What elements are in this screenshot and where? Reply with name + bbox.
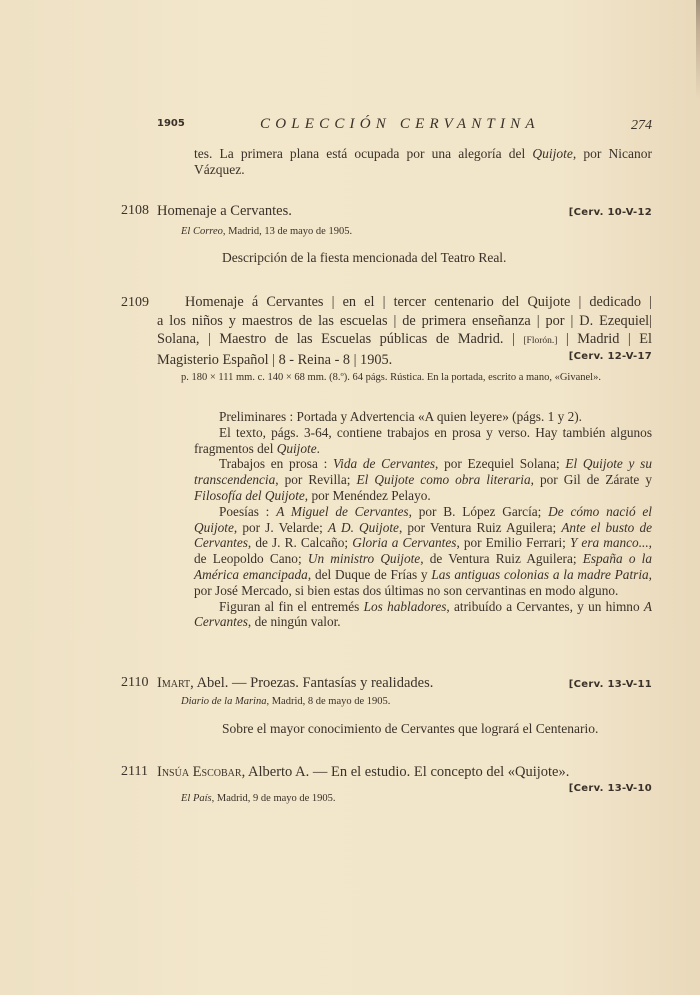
entry-title: Homenaje a Cervantes. [157,203,292,219]
entry-note: Descripción de la fiesta mencionada del Teatro Real. [222,250,507,265]
italic-title: A Cervantes [194,598,652,630]
note-final [194,599,652,631]
text-run: , por B. López García; [408,503,549,519]
text-run: , por Gil de Zárate y [530,472,653,488]
note-preliminares: Preliminares : Portada y Advertencia «A quien leyere» (págs. 1 y 2). [219,409,582,424]
shelf-signature: [Cerv. 10-V-12 [568,207,652,218]
text-run: , de Leopoldo Cano; [194,535,652,567]
italic-title: Un ministro Quijote [307,551,421,567]
italic-title: El Quijote como obra literaria [356,472,531,488]
entry-number: 2109 [121,295,149,310]
italic-title: Y era manco... [569,535,649,551]
text-run: Trabajos en prosa : [219,456,333,472]
text-run: , del Duque de Frías y [307,566,432,582]
italic-title: A D. Quijote [328,519,399,535]
page-edge-shadow [696,0,700,995]
entry-title: Imart, Abel. — Proezas. Fantasías y realidades. [157,675,434,691]
italic-title: Ante el busto de Cervantes [194,519,653,551]
text-run: , de Ventura Ruiz Aguilera; [420,551,583,567]
author-name: Imart [157,675,191,691]
page-number: 274 [631,118,652,133]
italic-title: España o la América emancipada [194,551,652,582]
entry-source: Diario de la Marina, Madrid, 8 de mayo de 1905. [181,696,391,707]
continuation-text: tes. La primera plana está ocupada por una alegoría del Quijote, por Nicanor Vázquez. [194,146,652,177]
author-name: Insúa Escobar [157,764,242,780]
text-run: , de ningún valor. [247,614,341,630]
entry-number: 2111 [121,764,148,779]
italic-title: Vida de Cervantes [333,456,436,472]
physical-description: p. 180 × 111 mm. c. 140 × 68 mm. (8.º). 64 págs. Rústica. En la portada, escrito a mano, «Givanel». [181,372,601,383]
entry-title: Homenaje á Cervantes | en el | tercer centenario del Quijote | dedicado | a los niños y maestros de las escuelas | de primera enseñanza | por | D. Ezequiel| Solana, | Maestro de las Escuelas públicas de Madrid. | [Florón.] | Madrid | El Magisterio Español | 8 - Reina - 8 | 1905. [157,294,652,368]
entry-note: Sobre el mayor conocimiento de Cervantes que logrará el Centenario. [222,721,599,736]
text-run: , por Emilio Ferrari; [456,535,570,551]
text-run: , por Ventura Ruiz Aguilera; [398,519,562,535]
shelf-signature: [Cerv. 13-V-11 [568,679,652,690]
italic-title: Filosofía del Quijote [194,487,305,503]
header-title: COLECCIÓN CERVANTINA [260,116,540,132]
text-run: , por Ezequiel Solana; [435,456,566,472]
running-header [157,116,652,136]
text-run: , de J. R. Calcaño; [247,535,353,551]
text-run: , por Revilla; [275,472,357,488]
entry-notes [194,409,652,630]
entry-number: 2108 [121,203,149,218]
italic-title: Los habladores [363,598,447,614]
text-run: , por José Mercado, si bien estas dos últimas no son cervantinas en modo alguno. [194,566,652,598]
italic-title: El Quijote y su transcendencia [194,456,652,488]
shelf-signature: [Cerv. 13-V-10 [568,783,652,794]
entry-source: El País, Madrid, 9 de mayo de 1905. [181,793,336,804]
entry-source: El Correo, Madrid, 13 de mayo de 1905. [181,226,353,237]
text-run: Figuran al fin el entremés [219,598,364,614]
text-run: Poesías : [219,503,277,519]
entry-number: 2110 [121,675,149,690]
text-run: , atribuído a Cervantes, y un himno [446,598,644,614]
entry-title: Insúa Escobar, Alberto A. — En el estudio. El concepto del «Quijote». [157,764,570,780]
italic-title: De cómo nació el Quijote [194,503,653,535]
italic-title: Gloria a Cervantes [352,535,457,551]
note-texto: El texto, págs. 3-64, contiene trabajos en prosa y verso. Hay también algunos fragmentos del Quijote. [194,424,652,456]
shelf-signature: [Cerv. 12-V-17 [568,351,652,362]
text-run: , por J. Velarde; [233,519,328,535]
italic-title: Las antiguas colonias a la madre Patria [431,566,649,582]
italic-title: A Miguel de Cervantes [276,503,409,519]
note-poesias [194,504,652,599]
note-prosa [194,456,652,503]
text-run: , por Menéndez Pelayo. [304,487,431,503]
header-year: 1905 [157,118,185,129]
floron-mark: [Florón.] [523,336,558,346]
